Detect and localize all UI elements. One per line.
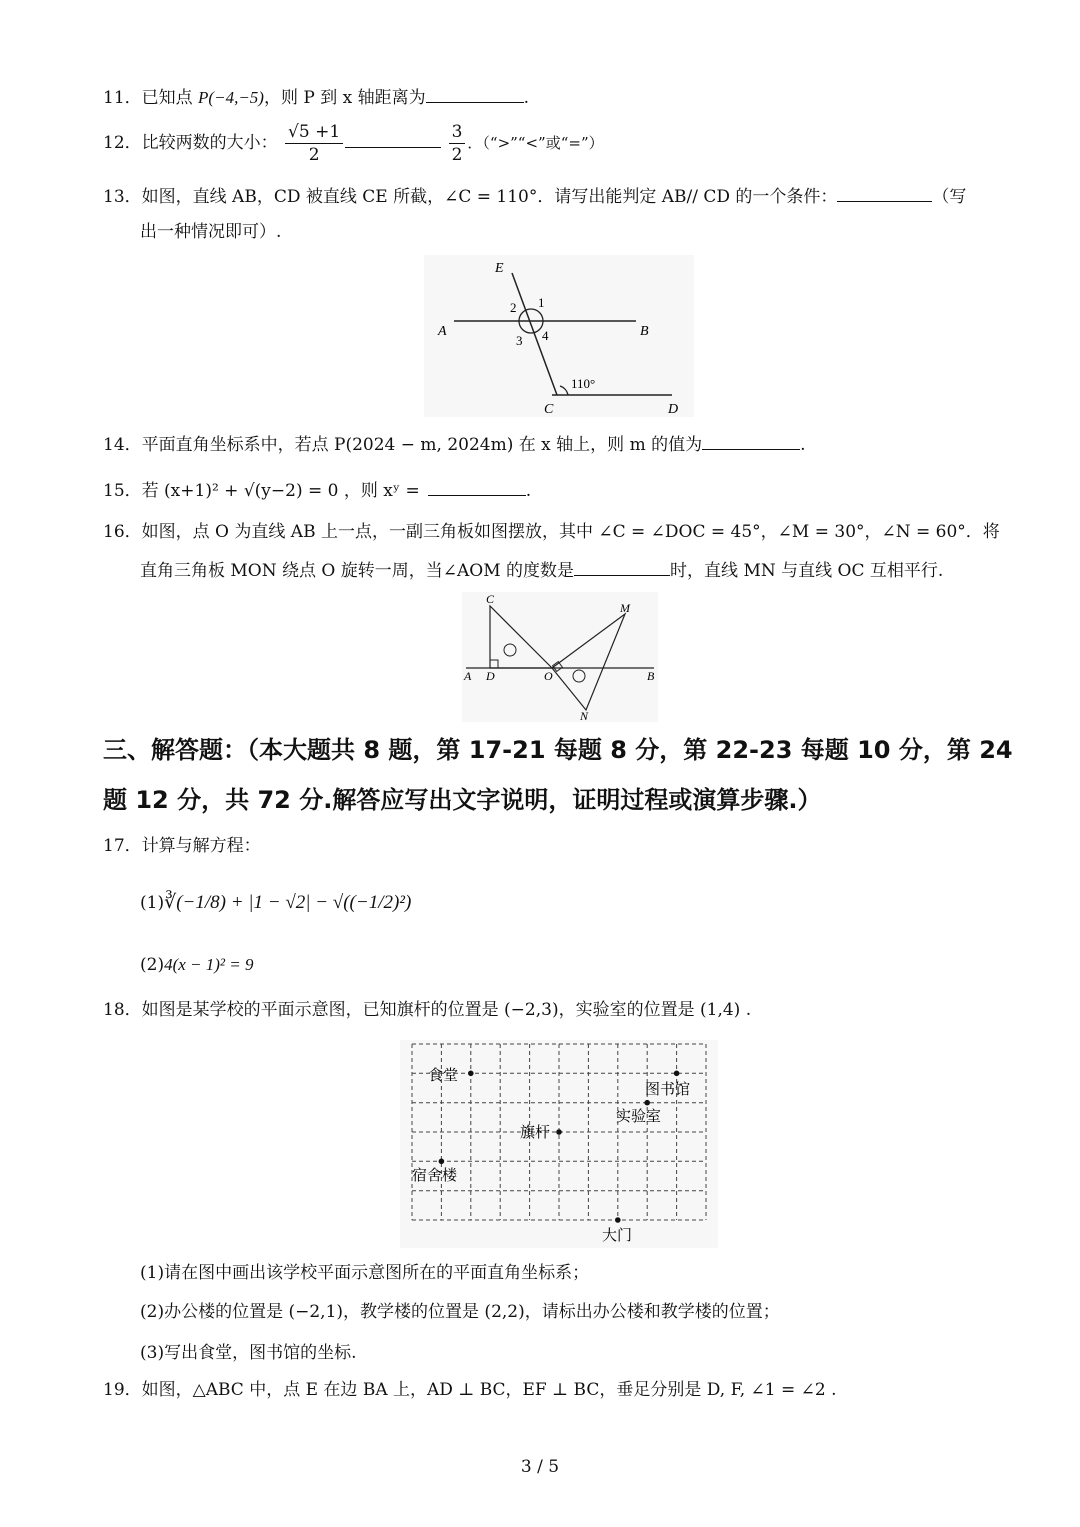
- question-11: [103, 84, 529, 110]
- label-library: 图书馆: [645, 1080, 691, 1098]
- question-text: 如图，△ABC 中，点 E 在边 BA 上，AD ⊥ BC，EF ⊥ BC，垂足分别是 D, F, ∠1 = ∠2 .: [141, 1380, 837, 1400]
- question-19: [103, 1378, 837, 1402]
- question-number: 13．: [103, 187, 142, 207]
- math-point: P(−4,−5): [198, 88, 264, 107]
- label-flagpole: 旗杆: [520, 1123, 551, 1141]
- part-expression: ∛(−1/8) + |1 − √2| − √((−1/2)²): [164, 892, 412, 913]
- question-number: 15．: [103, 481, 142, 501]
- question-text-2: 时，直线 MN 与直线 OC 互相平行.: [670, 561, 944, 581]
- question-17-part-1: [140, 891, 411, 915]
- answer-blank[interactable]: [426, 84, 524, 103]
- point-library: [674, 1071, 680, 1077]
- question-number: 18．: [103, 1000, 142, 1020]
- question-number: 17．: [103, 836, 142, 856]
- label-n: N: [580, 709, 589, 722]
- label-110-degree: 110°: [571, 376, 596, 391]
- question-18-sub-2: (2)办公楼的位置是 (−2,1)，教学楼的位置是 (2,2)，请标出办公楼和教学楼的位置；: [140, 1302, 780, 1322]
- label-m: M: [620, 601, 630, 615]
- label-angle-2: 2: [510, 300, 517, 315]
- answer-blank[interactable]: [428, 477, 526, 496]
- label-b: B: [640, 324, 649, 339]
- question-18-sub-1: (1)请在图中画出该学校平面示意图所在的平面直角坐标系；: [140, 1263, 590, 1283]
- question-text: 平面直角坐标系中，若点 P(2024 − m, 2024m) 在 x 轴上，则 m 的值为: [141, 435, 703, 455]
- question-text: 比较两数的大小：: [141, 133, 278, 153]
- fraction-2: [449, 121, 466, 166]
- point-lab: [644, 1100, 650, 1106]
- label-d: D: [486, 669, 495, 683]
- question-13-line-2: 出一种情况即可）.: [140, 222, 282, 242]
- question-number: 16．: [103, 522, 142, 542]
- fraction-denominator: 2: [308, 145, 320, 165]
- question-number: 11．: [103, 88, 142, 108]
- question-end: .: [523, 88, 530, 108]
- label-b: B: [647, 669, 655, 683]
- question-12: [103, 120, 604, 170]
- label-angle-3: 3: [516, 333, 523, 348]
- label-angle-1: 1: [538, 295, 545, 310]
- label-gate: 大门: [602, 1226, 633, 1244]
- question-text: 若 (x+1)² + √(y−2) = 0 ，则 xʸ =: [141, 481, 420, 501]
- question-text: 计算与解方程：: [141, 836, 261, 856]
- figure-16: [462, 592, 658, 722]
- label-angle-4: 4: [542, 328, 549, 343]
- question-15: [103, 477, 531, 503]
- question-text-2: ，则 P 到 x 轴距离为: [263, 88, 426, 108]
- question-text: 直角三角板 MON 绕点 O 旋转一周，当∠AOM 的度数是: [140, 561, 575, 581]
- page-number: 3 / 5: [520, 1457, 560, 1477]
- question-end: .: [525, 481, 532, 501]
- fraction-1: [285, 121, 343, 166]
- fraction-numerator: 3: [449, 121, 466, 144]
- figure-18-school-map: [400, 1040, 718, 1248]
- label-c: C: [486, 592, 495, 606]
- answer-blank[interactable]: [574, 557, 670, 576]
- question-16-line-2: [140, 557, 943, 583]
- label-o: O: [544, 669, 553, 683]
- label-canteen: 食堂: [428, 1066, 459, 1084]
- question-18: [103, 998, 751, 1022]
- question-text: 如图，点 O 为直线 AB 上一点，一副三角板如图摆放，其中 ∠C = ∠DOC = 45°，∠M = 30°，∠N = 60°．将: [141, 522, 1000, 542]
- point-canteen: [468, 1071, 474, 1077]
- question-14: [103, 431, 806, 457]
- question-hint: ．（“>”“<”或“=”）: [467, 134, 604, 152]
- answer-blank[interactable]: [345, 129, 441, 148]
- question-text: 如图是某学校的平面示意图，已知旗杆的位置是 (−2,3)，实验室的位置是 (1,4) .: [141, 1000, 752, 1020]
- fraction-numerator: √5 +1: [285, 121, 343, 144]
- answer-blank[interactable]: [702, 431, 800, 450]
- question-17: [103, 834, 261, 858]
- part-expression: 4(x − 1)² = 9: [164, 955, 254, 974]
- label-d: D: [668, 402, 679, 417]
- label-lab: 实验室: [616, 1107, 662, 1125]
- question-text: 如图，直线 AB，CD 被直线 CE 所截，∠C = 110°．请写出能判定 AB// CD 的一个条件：: [141, 187, 838, 207]
- point-flagpole: [556, 1129, 562, 1135]
- question-number: 14．: [103, 435, 142, 455]
- label-c: C: [544, 402, 554, 417]
- question-number: 12．: [103, 133, 142, 153]
- question-end: .: [800, 435, 806, 455]
- figure-background: [424, 255, 694, 417]
- question-13-line-1: [103, 183, 966, 209]
- question-18-sub-3: (3)写出食堂，图书馆的坐标.: [140, 1343, 357, 1363]
- question-17-part-2: [140, 953, 254, 977]
- label-a: A: [464, 669, 472, 683]
- fraction-denominator: 2: [451, 145, 463, 165]
- part-label: (2): [140, 955, 165, 975]
- answer-blank[interactable]: [837, 183, 932, 202]
- point-dorm: [439, 1159, 445, 1165]
- figure-13: [424, 255, 694, 417]
- section-heading-line-1: 三、解答题：（本大题共 8 题，第 17-21 每题 8 分，第 22-23 每题 10 分，第 24: [103, 736, 1013, 764]
- label-a: A: [438, 324, 447, 339]
- part-label: (1): [140, 893, 165, 913]
- label-dorm: 宿舍楼: [412, 1166, 458, 1184]
- question-number: 19．: [103, 1380, 142, 1400]
- question-16-line-1: [103, 520, 1000, 544]
- question-text: 已知点: [141, 88, 199, 108]
- label-e: E: [495, 261, 504, 276]
- point-gate: [615, 1217, 621, 1223]
- question-text-end: （写: [932, 187, 967, 207]
- section-heading-line-2: 题 12 分，共 72 分.解答应写出文字说明，证明过程或演算步骤.）: [103, 786, 822, 814]
